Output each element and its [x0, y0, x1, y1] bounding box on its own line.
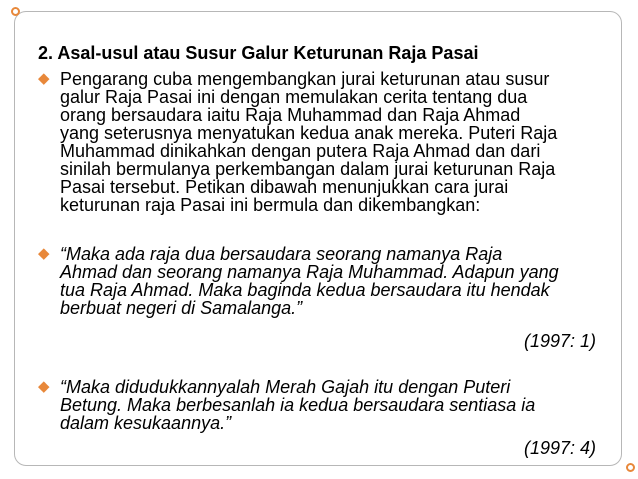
diamond-bullet-icon: ◆ — [38, 378, 50, 395]
corner-dot-top-left — [11, 7, 20, 16]
citation-2: (1997: 4) — [523, 438, 596, 458]
text-line: galur Raja Pasai ini dengan memulakan cerita tentang dua — [60, 87, 528, 107]
text-line: Pasai tersebut. Petikan dibawah menunjukkan cara jurai — [60, 177, 509, 197]
diamond-bullet-icon: ◆ — [38, 245, 50, 262]
bullet-description — [38, 70, 557, 214]
bullet-row — [38, 378, 535, 432]
quote-line: Betung. Maka berbesanlah ia kedua bersaudara sentiasa ia — [60, 395, 536, 415]
bullet-row — [38, 70, 557, 214]
quote-line: “Maka didudukkannyalah Merah Gajah itu dengan Puteri — [60, 377, 511, 397]
quote-line: “Maka ada raja dua bersaudara seorang namanya Raja — [60, 244, 503, 264]
section-heading: 2. Asal-usul atau Susur Galur Keturunan Raja Pasai — [38, 43, 479, 63]
corner-dot-bottom-right — [626, 463, 635, 472]
bullet-quote-1 — [38, 245, 559, 317]
text-line: yang seterusnya menyatukan kedua anak mereka. Puteri Raja — [60, 123, 558, 143]
quote-line: Ahmad dan seorang namanya Raja Muhammad. Adapun yang — [60, 262, 559, 282]
quote-line: dalam kesukaannya.” — [60, 413, 232, 433]
citation-1: (1997: 1) — [523, 331, 596, 351]
text-line: orang bersaudara iaitu Raja Muhammad dan Raja Ahmad — [60, 105, 521, 125]
quote-line: berbuat negeri di Samalanga.” — [60, 298, 303, 318]
text-line: sinilah bermulanya perkembangan dalam jurai keturunan Raja — [60, 159, 556, 179]
diamond-bullet-icon: ◆ — [38, 70, 50, 87]
text-line: Pengarang cuba mengembangkan jurai keturunan atau susur — [60, 69, 550, 89]
text-line: keturunan raja Pasai ini bermula dan dikembangkan: — [60, 195, 481, 215]
quote-line: tua Raja Ahmad. Maka baginda kedua bersaudara itu hendak — [60, 280, 550, 300]
bullet-row — [38, 245, 559, 317]
bullet-quote-2 — [38, 378, 535, 432]
text-line: Muhammad dinikahkan dengan putera Raja Ahmad dan dari — [60, 141, 541, 161]
